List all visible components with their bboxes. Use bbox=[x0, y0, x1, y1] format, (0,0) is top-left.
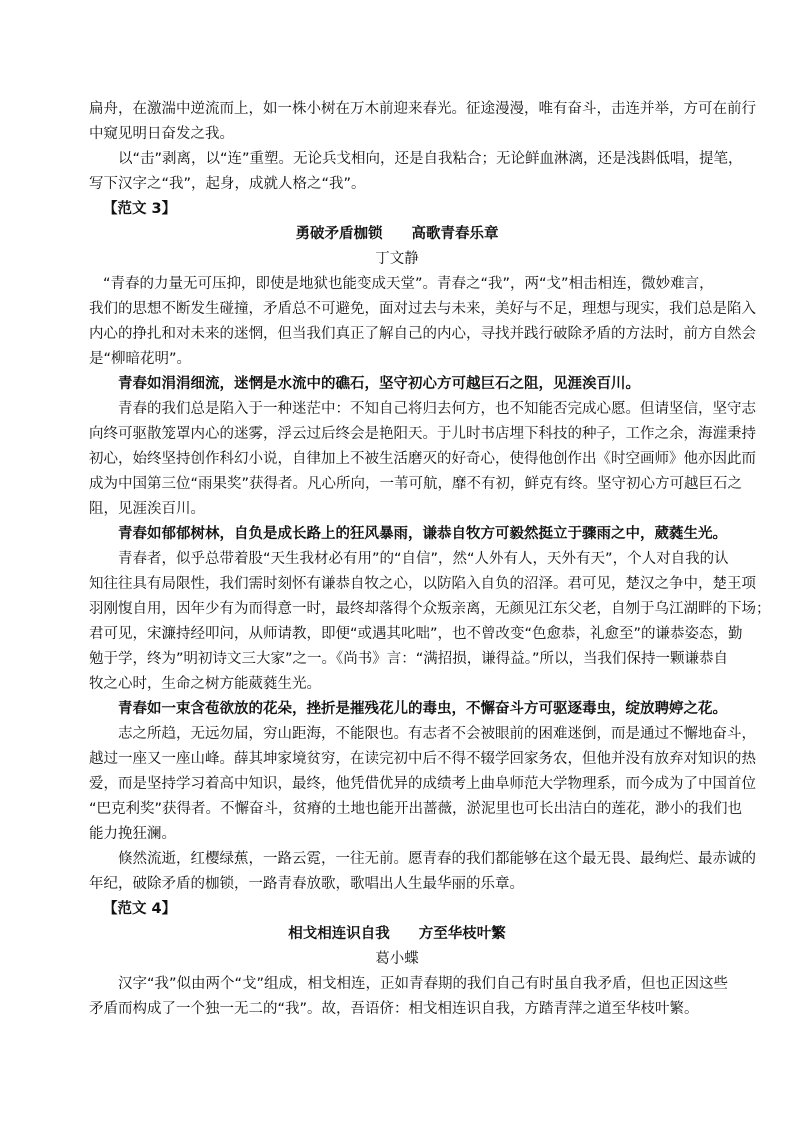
text-line: 内心的挣扎和对未来的迷惘，但当我们真正了解自己的内心，寻找并践行破除矛盾的方法时，前方自然会 bbox=[89, 326, 756, 342]
essay-title: 勇破矛盾枷锁 高歌青春乐章 bbox=[295, 226, 499, 242]
text-line: 汉字“我”似由两个“戈”组成，相戈相连，正如青春期的我们自己有时虽自我矛盾，但也正因这些 bbox=[118, 976, 729, 992]
text-line: 勉于学，终为”明初诗文三大家”之一。《尚书》言：“满招损，谦得益。”所以，当我们保持一颗谦恭自 bbox=[89, 651, 729, 667]
essay-author: 葛小蝶 bbox=[375, 951, 419, 967]
text-line: 知往往具有局限性，我们需时刻怀有谦恭自牧之心，以防陷入自负的沼泽。君可见，楚汉之争中，楚王项 bbox=[89, 576, 756, 592]
text-line: 青春者，似乎总带着股“天生我材必有用”的“自信”，然“人外有人，天外有天”，个人对自我的认 bbox=[118, 551, 729, 567]
text-line: 成为中国第三位“雨果奖”获得者。凡心所向，一苇可航，靡不有初，鲜克有终。坚守初心方可越巨石之 bbox=[89, 476, 743, 492]
text-line: 是“柳暗花明”。 bbox=[89, 351, 192, 367]
text-line: 羽刚愎自用，因年少有为而得意一时，最终却落得个众叛亲离，无颜见江东父老，自刎于乌江湖畔的下场； bbox=[89, 601, 771, 617]
text-line: 牧之心时，生命之树方能葳蕤生光。 bbox=[89, 676, 321, 692]
essay-title: 相戈相连识自我 方至华枝叶繁 bbox=[288, 926, 506, 942]
section-label: 【范文 4】 bbox=[103, 901, 177, 917]
text-line: 写下汉字之“我”，起身，成就人格之“我”。 bbox=[89, 176, 366, 192]
text-line: 君可见，宋濂持经叩问，从师请教，即便“或遇其叱咄”，也不曾改变“色愈恭，礼愈至”的谦恭姿态，勤 bbox=[89, 626, 743, 642]
text-line: 倏然流逝，红樱绿蕉，一路云霓，一往无前。愿青春的我们都能够在这个最无畏、最绚烂、最赤诚的 bbox=[118, 851, 756, 867]
text-line: 初心，始终坚持创作科幻小说，自律加上不被生活磨灭的好奇心，使得他创作出《时空画师》他亦因此而 bbox=[89, 451, 756, 467]
bold-heading-line: 青春如一束含苞欲放的花朵，挫折是摧残花儿的毒虫，不懈奋斗方可驱逐毒虫，绽放聘婷之花。 bbox=[118, 701, 727, 717]
text-line: 爱，而是坚持学习着高中知识，最终，他凭借优异的成绩考上曲阜师范大学物理系，而今成为了中国首位 bbox=[89, 776, 756, 792]
section-label: 【范文 3】 bbox=[103, 201, 177, 217]
text-line: 向终可驱散笼罩内心的迷雾，浮云过后终会是艳阳天。于儿时书店埋下科技的种子，工作之余，海漄秉持 bbox=[89, 426, 756, 442]
text-line: 以“击”剥离，以“连”重塑。无论兵戈相向，还是自我粘合；无论鲜血淋漓，还是浅斟低唱，提笔， bbox=[118, 151, 743, 167]
text-line: 扁舟，在激湍中逆流而上，如一株小树在万木前迎来春光。征途漫漫，唯有奋斗，击连并举，方可在前行 bbox=[89, 101, 756, 117]
text-line: “青春的力量无可压抑，即使是地狱也能变成天堂”。青春之“我”，两“戈”相击相连，微妙难言， bbox=[103, 276, 714, 292]
essay-author: 丁文静 bbox=[375, 251, 419, 267]
text-line: 青春的我们总是陷入于一种迷茫中：不知自己将归去何方，也不知能否完成心愿。但请坚信，坚守志 bbox=[118, 401, 756, 417]
bold-heading-line: 青春如涓涓细流，迷惘是水流中的礁石，坚守初心方可越巨石之阻，见涯涘百川。 bbox=[118, 376, 640, 392]
text-line: 阻，见涯涘百川。 bbox=[89, 501, 205, 517]
text-line: “巴克利奖”获得者。不懈奋斗，贫瘠的土地也能开出蔷薇，淤泥里也可长出洁白的莲花，渺小的我们也 bbox=[89, 801, 743, 817]
text-line: 中窥见明日奋发之我。 bbox=[89, 126, 234, 142]
text-line: 年纪，破除矛盾的枷锁，一路青春放歌，歌唱出人生最华丽的乐章。 bbox=[89, 876, 524, 892]
bold-heading-line: 青春如郁郁树林，自负是成长路上的狂风暴雨，谦恭自牧方可毅然挺立于骤雨之中，葳蕤生光。 bbox=[118, 526, 727, 542]
text-line: 能力挽狂澜。 bbox=[89, 826, 176, 842]
text-line: 越过一座又一座山峰。薛其坤家境贫穷，在读完初中后不得不辍学回家务农，但他并没有放弃对知识的热 bbox=[89, 751, 756, 767]
text-line: 矛盾而构成了一个独一无二的“我”。故，吾语侪：相戈相连识自我，方踏青萍之道至华枝叶繁。 bbox=[89, 1001, 699, 1017]
text-line: 志之所趋，无远勿届，穷山距海，不能限也。有志者不会被眼前的困难迷倒，而是通过不懈地奋斗， bbox=[118, 726, 756, 742]
text-line: 我们的思想不断发生碰撞，矛盾总不可避免，面对过去与未来，美好与不足，理想与现实，我们总是陷入 bbox=[89, 301, 756, 317]
